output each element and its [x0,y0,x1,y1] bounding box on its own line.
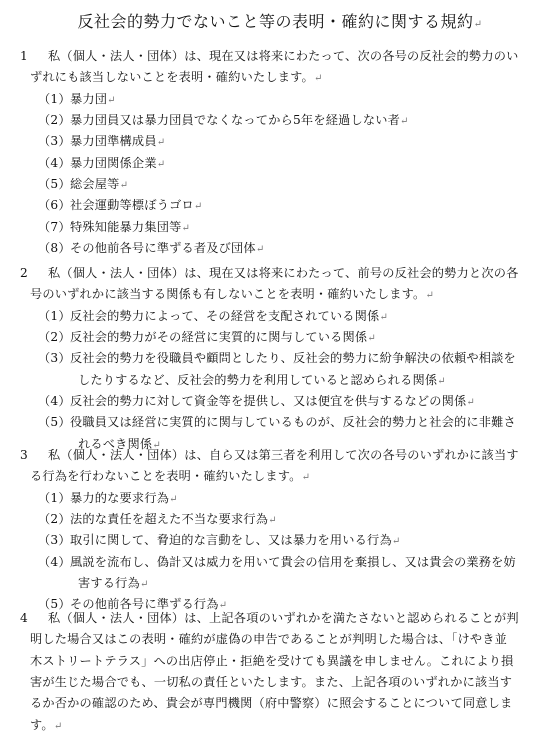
list-item-number: （5） [38,415,71,430]
paragraph-mark-icon: ↵ [169,493,178,505]
list-item-number: （8） [38,241,71,256]
paragraph-mark-icon: ↵ [400,116,409,128]
section-text-line: 明した場合又はこの表明・確約が虚偽の申告であることが判明した場合は、「けやき並 [30,632,508,647]
list-item-number: （4） [38,155,71,170]
list-item-text: 社会運動等標ぼうゴロ↵ [70,198,203,213]
paragraph-mark-icon: ↵ [379,311,389,323]
list-item-text: その他前各号に準ずる者及び団体↵ [70,241,265,256]
list-item-text: 暴力団準構成員↵ [70,134,166,149]
list-item-number: （4） [38,394,71,409]
paragraph-mark-icon: ↵ [391,536,401,548]
paragraph-mark-icon: ↵ [473,19,483,30]
section-text-line: す。↵ [30,717,63,732]
paragraph-mark-icon: ↵ [119,180,129,192]
list-item-text: 特殊知能暴力集団等↵ [70,219,191,234]
list-item-text: したりするなど、反社会的勢力を利用していると認められる関係↵ [78,372,446,387]
list-item-text: 暴力団関係企業↵ [70,155,166,170]
list-item-text: 反社会的勢力がその経営に実質的に関与している関係↵ [70,330,376,345]
paragraph-mark-icon: ↵ [53,720,63,732]
list-item-text: れるべき関係↵ [78,436,161,451]
list-item-number: （5） [38,177,71,192]
section-number: 3 [20,448,28,462]
list-item-text: 害する行為↵ [78,576,149,591]
list-item-text: 風説を流布し、偽計又は威力を用いて貴会の信用を棄損し、又は貴会の業務を妨 [70,554,516,569]
paragraph-mark-icon: ↵ [313,73,323,85]
section-text-line: 木ストリートテラス」への出店停止・拒絶を受けても異議を申しません。これにより損 [30,653,514,668]
paragraph-mark-icon: ↵ [268,515,277,527]
section-text-line: 私（個人・法人・団体）は、上記各項のいずれかを満たさないと認められることが判 [48,611,519,625]
paragraph-mark-icon: ↵ [181,222,191,234]
section-text-line: 私（個人・法人・団体）は、現在又は将来にわたって、前号の反社会的勢力と次の各 [48,266,519,280]
paragraph-mark-icon: ↵ [156,158,166,170]
paragraph-mark-icon: ↵ [466,397,475,409]
list-item-text: 法的な責任を超えた不当な要求行為↵ [70,512,277,527]
section-text-line: るか否かの確認のため、貴会が専門機関（府中警察）に照会することについて同意しま [30,696,513,711]
paragraph-mark-icon: ↵ [152,439,161,451]
section-text-line: 私（個人・法人・団体）は、自ら又は第三者を利用して次の各号のいずれかに該当す [48,448,519,462]
paragraph-mark-icon: ↵ [425,290,435,302]
paragraph-mark-icon: ↵ [437,375,446,387]
section-number: 4 [20,611,28,625]
list-item-number: （3） [38,134,71,149]
list-item-number: （4） [38,554,71,569]
section-text-line: ずれにも該当しないことを表明・確約いたします。↵ [30,70,323,85]
paragraph-mark-icon: ↵ [218,600,228,612]
list-item-number: （3） [38,533,71,548]
paragraph-mark-icon: ↵ [156,137,166,149]
list-item-number: （1） [38,308,71,323]
paragraph-mark-icon: ↵ [139,579,149,591]
list-item-text: 役職員又は経営に実質的に関与しているものが、反社会的勢力と社会的に非難さ [70,415,516,430]
list-item-number: （7） [38,219,71,234]
list-item-text: その他前各号に準ずる行為↵ [70,597,228,612]
list-item-number: （3） [38,351,71,366]
list-item-text: 総会屋等↵ [70,177,129,192]
list-item-number: （5） [38,597,71,612]
list-item-text: 暴力的な要求行為↵ [70,490,178,505]
list-item-number: （2） [38,512,71,527]
list-item-text: 反社会的勢力を役職員や顧問としたり、反社会的勢力に紛争解決の依頼や相談を [70,351,516,366]
list-item-text: 暴力団員又は暴力団員でなくなってから5年を経過しない者↵ [70,113,409,128]
paragraph-mark-icon: ↵ [255,244,265,256]
paragraph-mark-icon: ↵ [301,472,311,484]
paragraph-mark-icon: ↵ [367,333,376,345]
section-text-line: 号のいずれかに該当する関係も有しないことを表明・確約いたします。↵ [30,287,435,302]
document-title: 反社会的勢力でないこと等の表明・確約に関する規約↵ [77,12,483,31]
list-item-number: （2） [38,113,71,128]
section-text-line: 害が生じた場合でも、一切私の責任といたします。また、上記各項のいずれかに該当す [30,675,513,690]
list-item-text: 取引に関して、脅迫的な言動をし、又は暴力を用いる行為↵ [70,533,401,548]
list-item-text: 暴力団↵ [70,91,116,106]
list-item-number: （2） [38,330,71,345]
list-item-number: （1） [38,490,71,505]
section-number: 1 [20,49,28,63]
section-text-line: 私（個人・法人・団体）は、現在又は将来にわたって、次の各号の反社会的勢力のい [48,49,519,63]
list-item-number: （6） [38,198,71,213]
paragraph-mark-icon: ↵ [193,201,203,213]
paragraph-mark-icon: ↵ [107,94,116,106]
section-number: 2 [20,266,28,280]
section-text-line: る行為を行わないことを表明・確約いたします。↵ [30,469,311,484]
list-item-text: 反社会的勢力に対して資金等を提供し、又は便宜を供与するなどの関係↵ [70,394,475,409]
list-item-number: （1） [38,91,71,106]
list-item-text: 反社会的勢力によって、その経営を支配されている関係↵ [70,308,389,323]
